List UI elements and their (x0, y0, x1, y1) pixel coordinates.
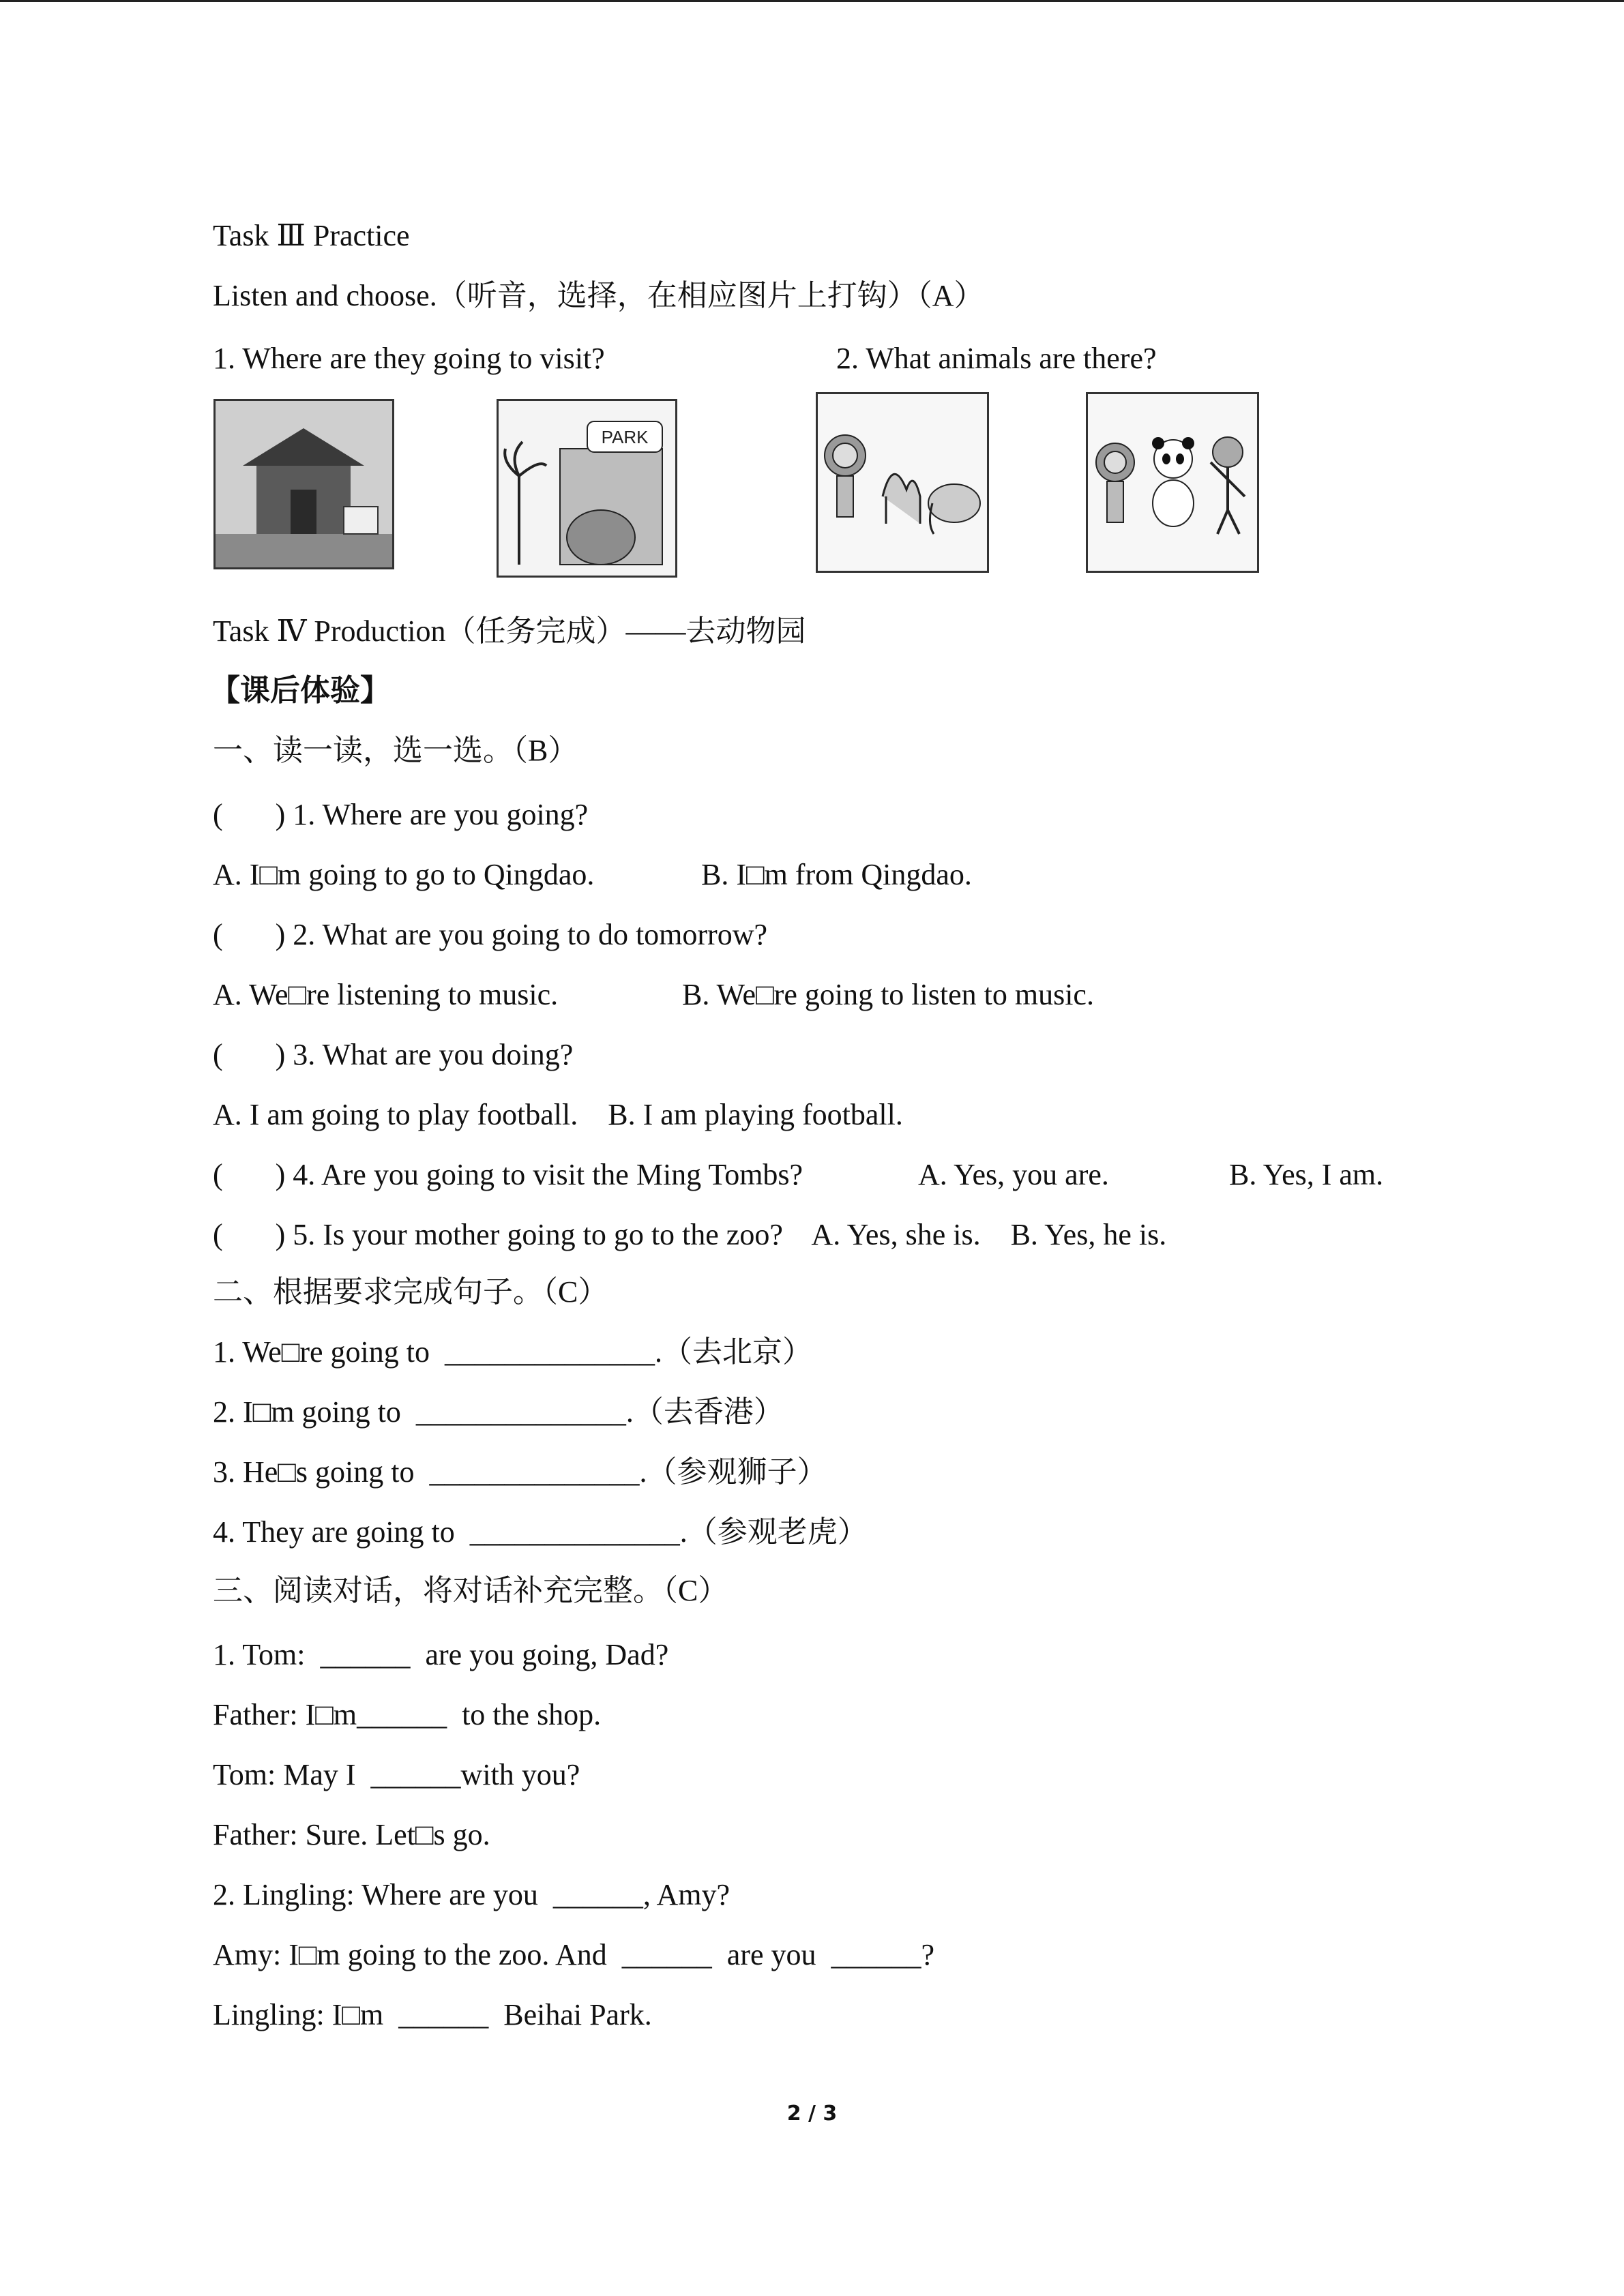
section1-q2-option-a: A. We□re listening to music. (213, 978, 559, 1011)
section1-q3: ( ) 3. What are you doing? (213, 1038, 574, 1071)
task3-question-1: 1. Where are they going to visit? (213, 342, 605, 375)
page-number: 2 / 3 (786, 2102, 838, 2126)
animals-picture-b (1086, 392, 1259, 573)
section2-item-1: 1. We□re going to ______________.（去北京） (213, 1335, 812, 1369)
lion-camel-elephant-icon (818, 394, 987, 571)
task3-question-2: 2. What animals are there? (836, 342, 1157, 375)
section1-q4: ( ) 4. Are you going to visit the Ming Tombs? (213, 1158, 803, 1191)
park-icon (499, 401, 675, 576)
section2-title: 二、根据要求完成句子。（C） (213, 1275, 608, 1309)
ming-tombs-icon (216, 401, 392, 567)
park-sign-text: PARK (601, 427, 649, 447)
section1-q5: ( ) 5. Is your mother going to go to the zoo? A. Yes, she is. B. Yes, he is. (213, 1218, 1167, 1251)
section1-q2: ( ) 2. What are you going to do tomorrow? (213, 918, 768, 951)
ming-tombs-photo (213, 399, 394, 569)
after-class-heading: 【课后体验】 (210, 673, 390, 708)
dialogue-line: 2. Lingling: Where are you ______, Amy? (213, 1878, 730, 1911)
task3-instruction: Listen and choose.（听音，选择，在相应图片上打钩）（A） (213, 279, 984, 312)
section2-item-3: 3. He□s going to ______________.（参观狮子） (213, 1455, 827, 1489)
lion-panda-monkey-icon (1088, 394, 1257, 571)
animals-picture-a (816, 392, 989, 573)
section3-title: 三、阅读对话，将对话补充完整。（C） (213, 1574, 728, 1607)
task3-title: Task Ⅲ Practice (213, 219, 410, 252)
section1-title: 一、读一读，选一选。（B） (213, 734, 578, 767)
dialogue-line: Father: I□m______ to the shop. (213, 1698, 602, 1731)
park-picture (497, 399, 677, 578)
task4-title: Task Ⅳ Production（任务完成）——去动物园 (213, 614, 806, 648)
dialogue-line: Lingling: I□m ______ Beihai Park. (213, 1998, 652, 2031)
dialogue-line: 1. Tom: ______ are you going, Dad? (213, 1638, 669, 1671)
section1-q2-option-b: B. We□re going to listen to music. (682, 978, 1094, 1011)
page-top-border (0, 0, 1624, 2)
dialogue-line: Amy: I□m going to the zoo. And ______ are you ______? (213, 1938, 934, 1971)
section1-q4-option-b: B. Yes, I am. (1229, 1158, 1384, 1191)
section1-q4-option-a: A. Yes, you are. (918, 1158, 1109, 1191)
section1-q1-option-a: A. I□m going to go to Qingdao. (213, 858, 595, 891)
dialogue-line: Tom: May I ______with you? (213, 1758, 580, 1791)
section1-q3-options: A. I am going to play football. B. I am playing football. (213, 1098, 903, 1131)
section1-q1: ( ) 1. Where are you going? (213, 798, 589, 831)
dialogue-line: Father: Sure. Let□s go. (213, 1818, 490, 1851)
section1-q1-option-b: B. I□m from Qingdao. (701, 858, 972, 891)
section2-item-2: 2. I□m going to ______________.（去香港） (213, 1395, 784, 1429)
section2-item-4: 4. They are going to ______________.（参观老虎） (213, 1515, 868, 1549)
